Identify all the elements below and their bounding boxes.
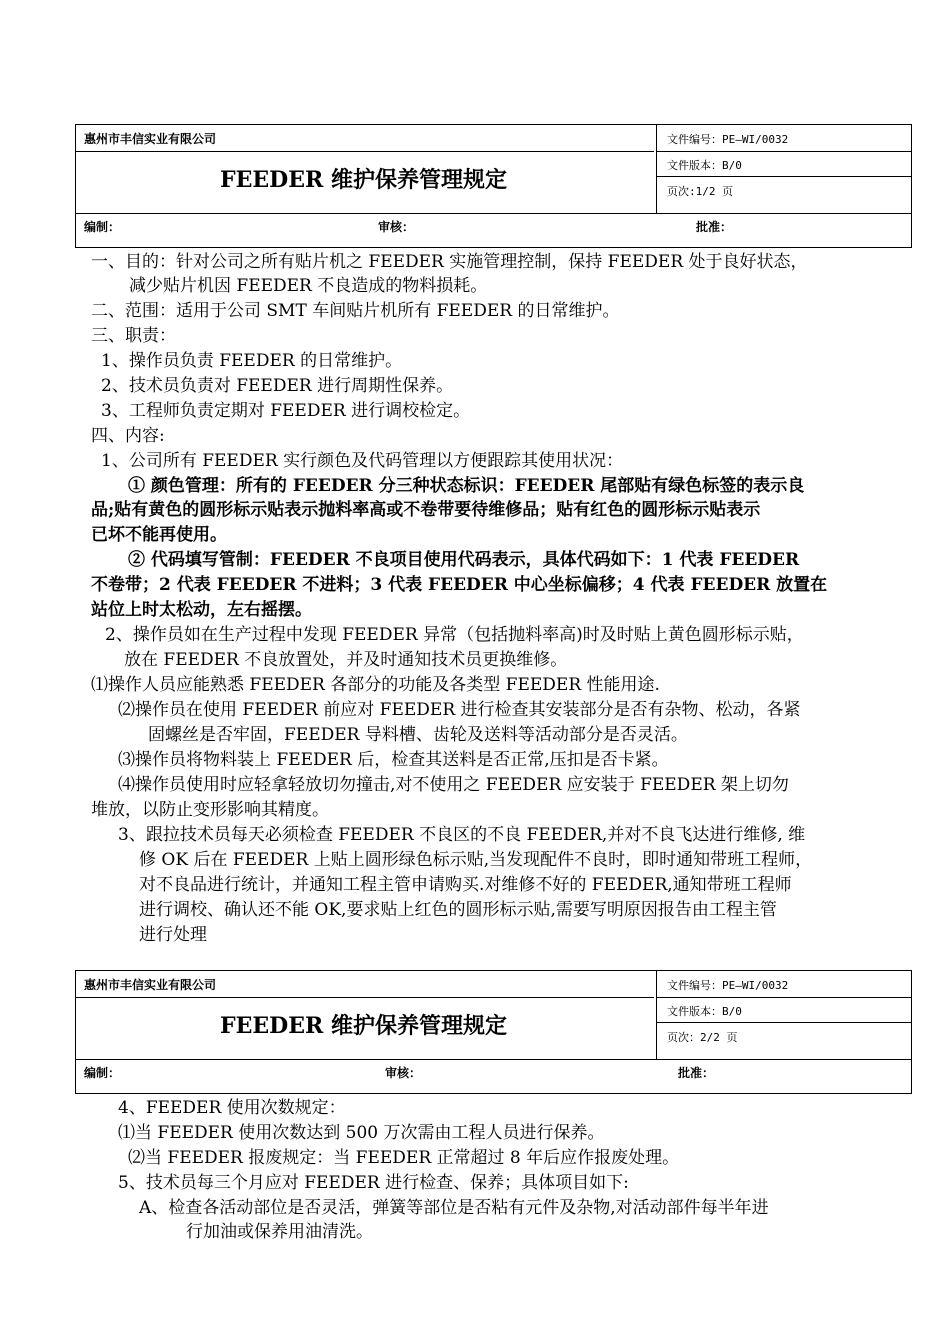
paragraph-line: ⑴当 FEEDER 使用次数达到 500 万次需由工程人员进行保养。 [118,1123,605,1143]
paragraph-line: 3、工程师负责定期对 FEEDER 进行调校检定。 [101,401,471,421]
paragraph-line: 5、技术员每三个月应对 FEEDER 进行检查、保养；具体项目如下: [118,1173,629,1193]
approved-by-label: 批准： [696,220,733,234]
paragraph-line-bold: 站位上时太松动，左右摇摆。 [91,600,312,620]
paragraph-line: 二、范围：适用于公司 SMT 车间贴片机所有 FEEDER 的日常维护。 [91,301,620,321]
paragraph-line-bold: ② 代码填写管制：FEEDER 不良项目使用代码表示，具体代码如下：1 代表 FEEDER [128,550,800,570]
paragraph-line: ⑵当 FEEDER 报废规定：当 FEEDER 正常超过 8 年后应作报废处理。 [128,1148,680,1168]
paragraph-line: 修 OK 后在 FEEDER 上贴上圆形绿色标示贴,当发现配件不良时，即时通知带班工程师， [139,850,813,870]
doc-number: 文件编号：PE—WI/0032 [667,133,789,146]
paragraph-line-bold: 不卷带；2 代表 FEEDER 不进料；3 代表 FEEDER 中心坐标偏移；4 代表 FEEDER 放置在 [91,575,828,595]
document-title: FEEDER 维护保养管理规定 [220,1013,507,1039]
prepared-by-label: 编制： [84,1066,121,1080]
paragraph-line: ⑴操作人员应能熟悉 FEEDER 各部分的功能及各类型 FEEDER 性能用途. [91,675,660,695]
paragraph-line: ⑵操作员在使用 FEEDER 前应对 FEEDER 进行检查其安装部分是否有杂物、松动，各紧 [118,700,801,720]
approved-by-label: 批准： [678,1066,715,1080]
paragraph-line-bold: ① 颜色管理：所有的 FEEDER 分三种状态标识：FEEDER 尾部贴有绿色标签的表示良 [128,476,805,496]
paragraph-line: 对不良品进行统计，并通知工程主管申请购买.对维修不好的 FEEDER,通知带班工程师 [139,875,792,895]
paragraph-line: 一、目的：针对公司之所有贴片机之 FEEDER 实施管理控制，保持 FEEDER 处于良好状态， [91,252,808,272]
paragraph-line-bold: 品;贴有黄色的圆形标示贴表示抛料率高或不卷带要待维修品；贴有红色的圆形标示贴表示 [91,500,761,520]
document-title: FEEDER 维护保养管理规定 [220,167,507,193]
paragraph-line: 1、公司所有 FEEDER 实行颜色及代码管理以方便跟踪其使用状况： [101,451,624,471]
doc-number: 文件编号：PE—WI/0032 [667,979,789,992]
doc-version: 文件版本：B/0 [667,1005,742,1018]
paragraph-line: 堆放，以防止变形影响其精度。 [91,800,329,820]
paragraph-line: 2、技术员负责对 FEEDER 进行周期性保养。 [101,376,454,396]
page-number: 页次：2/2 页 [667,1031,738,1044]
company-name: 惠州市丰信实业有限公司 [84,978,217,992]
page-number: 页次:1/2 页 [667,185,734,198]
company-name: 惠州市丰信实业有限公司 [84,132,217,146]
paragraph-line: 4、FEEDER 使用次数规定： [118,1098,346,1118]
paragraph-line: ⑷操作员使用时应轻拿轻放切勿撞击,对不使用之 FEEDER 应安装于 FEEDER 架上切勿 [118,775,789,795]
reviewed-by-label: 审核： [385,1066,422,1080]
prepared-by-label: 编制： [84,220,121,234]
paragraph-line: A、检查各活动部位是否灵活，弹簧等部位是否粘有元件及杂物,对活动部件每半年进 [139,1198,769,1218]
paragraph-line: 进行调校、确认还不能 OK,要求贴上红色的圆形标示贴,需要写明原因报告由工程主管 [139,900,777,920]
paragraph-line: 进行处理 [139,925,207,945]
paragraph-line: ⑶操作员将物料装上 FEEDER 后，检查其送料是否正常,压扣是否卡紧。 [118,750,669,770]
paragraph-line: 1、操作员负责 FEEDER 的日常维护。 [101,351,403,371]
paragraph-line: 三、职责： [91,326,176,346]
reviewed-by-label: 审核： [378,220,415,234]
doc-header-page2 [75,970,912,1094]
paragraph-line: 固螺丝是否牢固，FEEDER 导料槽、齿轮及送料等活动部分是否灵活。 [148,725,688,745]
paragraph-line: 四、内容: [91,426,165,446]
paragraph-line: 行加油或保养用油清洗。 [186,1222,373,1242]
paragraph-line: 减少贴片机因 FEEDER 不良造成的物料损耗。 [129,276,488,296]
paragraph-line-bold: 已坏不能再使用。 [91,525,227,545]
doc-version: 文件版本：B/0 [667,159,742,172]
paragraph-line: 3、跟拉技术员每天必须检查 FEEDER 不良区的不良 FEEDER,并对不良飞达进行维修, 维 [118,825,806,845]
paragraph-line: 2、操作员如在生产过程中发现 FEEDER 异常（包括抛料率高)时及时贴上黄色圆形标示贴， [105,625,804,645]
paragraph-line: 放在 FEEDER 不良放置处，并及时通知技术员更换维修。 [124,650,568,670]
doc-header-page1 [75,124,912,248]
